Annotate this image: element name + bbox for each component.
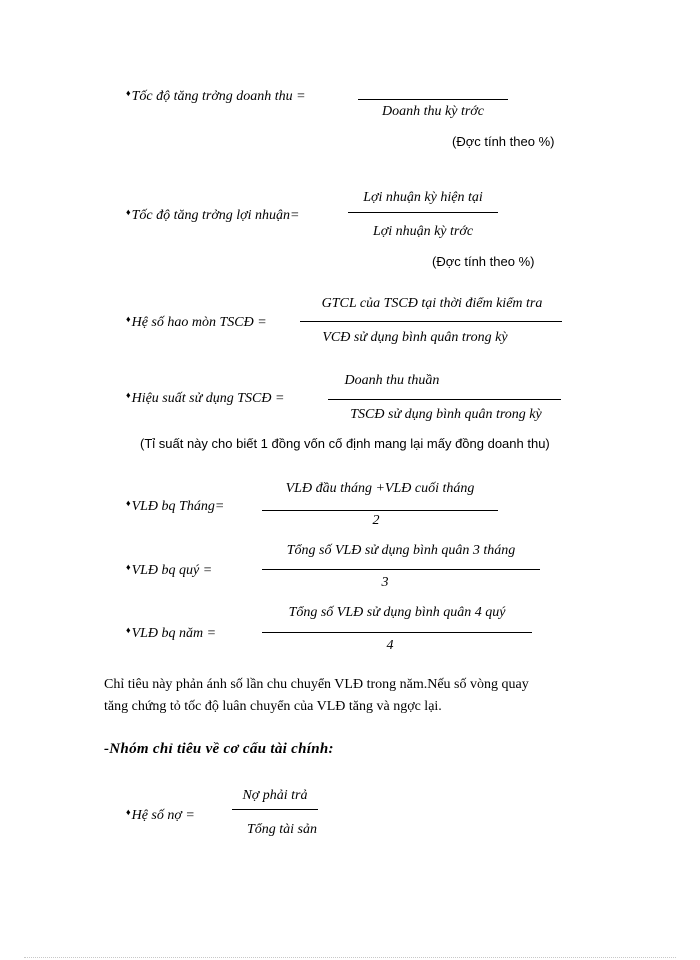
formula-revenue-growth-denominator: Doanh thu kỳ trớc: [382, 104, 484, 119]
formula-wc-month-denominator: 2: [372, 513, 380, 528]
formula-profit-growth-numerator: Lợi nhuận kỳ hiện tại: [363, 190, 483, 205]
formula-asset-efficiency-denominator: TSCĐ sử dụng bình quân trong kỳ: [350, 407, 542, 422]
paragraph-line-1: Chỉ tiêu này phản ánh số lần chu chuyển VLĐ trong năm.Nếu số vòng quay: [104, 677, 529, 692]
fraction-bar: [300, 321, 562, 322]
formula-wc-quarter-label: ♦VLĐ bq quý =: [126, 562, 213, 578]
formula-profit-growth-note: (Đợc tính theo %): [432, 254, 535, 269]
formula-wc-quarter-denominator: 3: [381, 575, 389, 590]
formula-depreciation-denominator: VCĐ sử dụng bình quân trong kỳ: [322, 330, 508, 345]
diamond-bullet-icon: ♦: [126, 88, 131, 98]
formula-revenue-growth-note: (Đợc tính theo %): [452, 134, 555, 149]
formula-wc-quarter-numerator: Tổng số VLĐ sử dụng bình quân 3 tháng: [286, 543, 516, 558]
formula-profit-growth-label: ♦Tốc độ tăng trởng lợi nhuận=: [126, 207, 300, 223]
formula-asset-efficiency-label: ♦Hiệu suất sử dụng TSCĐ =: [126, 390, 285, 406]
formula-wc-month-label: ♦VLĐ bq Tháng=: [126, 498, 225, 514]
section-heading: -Nhóm chỉ tiêu về cơ cấu tài chính:: [104, 741, 334, 757]
diamond-bullet-icon: ♦: [126, 207, 131, 217]
formula-revenue-growth-label: ♦Tốc độ tăng trởng doanh thu =: [126, 88, 306, 104]
diamond-bullet-icon: ♦: [126, 807, 131, 817]
fraction-bar: [232, 809, 318, 810]
fraction-bar: [348, 212, 498, 213]
formula-debt-ratio-denominator: Tổng tài sản: [246, 822, 317, 837]
fraction-bar: [262, 510, 498, 511]
formula-profit-growth-denominator: Lợi nhuận kỳ trớc: [372, 224, 474, 239]
formula-debt-ratio-label: ♦Hệ số nợ =: [126, 807, 195, 823]
fraction-bar: [262, 569, 540, 570]
fraction-bar: [358, 99, 508, 100]
formula-debt-ratio-numerator: Nợ phải trả: [242, 788, 308, 803]
diamond-bullet-icon: ♦: [126, 498, 131, 508]
paragraph-line-2: tăng chứng tỏ tốc độ luân chuyển của VLĐ tăng và ngợc lại.: [104, 699, 442, 714]
fraction-bar: [262, 632, 532, 633]
diamond-bullet-icon: ♦: [126, 625, 131, 635]
formula-wc-year-denominator: 4: [386, 638, 394, 653]
fraction-bar: [328, 399, 561, 400]
formula-asset-efficiency-note: (Tỉ suất này cho biết 1 đồng vốn cố định mang lại mấy đồng doanh thu): [140, 436, 550, 451]
formula-depreciation-numerator: GTCL của TSCĐ tại thời điểm kiểm tra: [321, 296, 543, 311]
diamond-bullet-icon: ♦: [126, 314, 131, 324]
diamond-bullet-icon: ♦: [126, 562, 131, 572]
diamond-bullet-icon: ♦: [126, 390, 131, 400]
formula-wc-year-numerator: Tổng số VLĐ sử dụng bình quân 4 quý: [288, 605, 506, 620]
formula-wc-year-label: ♦VLĐ bq năm =: [126, 625, 217, 641]
formula-depreciation-label: ♦Hệ số hao mòn TSCĐ =: [126, 314, 267, 330]
page-bottom-border: [24, 957, 676, 958]
formula-asset-efficiency-numerator: Doanh thu thuần: [344, 373, 440, 388]
formula-wc-month-numerator: VLĐ đầu tháng +VLĐ cuối tháng: [285, 481, 475, 496]
